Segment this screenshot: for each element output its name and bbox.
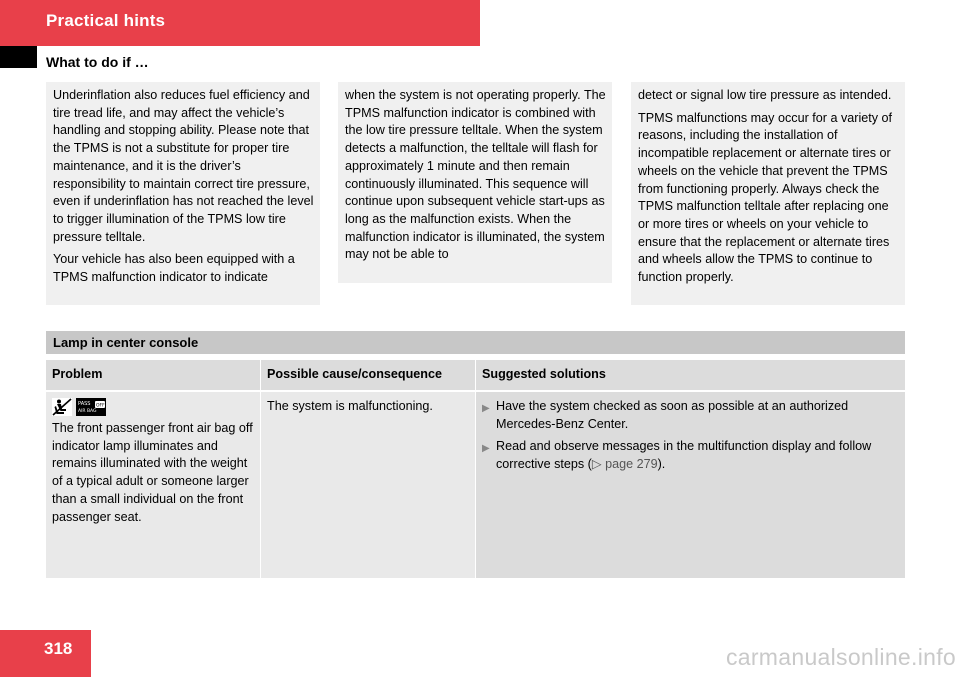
paragraph: TPMS malfunctions may occur for a variety of reasons, including the installation of incompatible replacement or alternate tires or wheels on the vehicle that prevent the TPMS from functioning properly. Always check the TPMS malfunction telltale after replacing one or more tires or wheels on your vehicle to ensure that the replacement or alternate tires and wheels allow the TPMS to continue to function properly. xyxy=(638,110,893,285)
text-column-2 xyxy=(338,82,612,283)
solutions-cell xyxy=(476,390,905,578)
indicator-icons xyxy=(52,398,254,416)
paragraph: Underinflation also reduces fuel efficiency and tire tread life, and may affect the vehicle’s handling and stopping ability. Please note that the TPMS is not a substitute for proper tire maintenance, and it is the driver’s responsibility to maintain correct tire pressure, even if underinflation has not reached the level to trigger illumination of the TPMS low tire pressure telltale. xyxy=(53,88,314,244)
solution-item xyxy=(482,438,899,473)
solution-text-end: ). xyxy=(657,457,666,472)
icon-label-off: OFF xyxy=(96,403,105,409)
cause-text: The system is malfunctioning. xyxy=(267,399,433,413)
paragraph: when the system is not operating properly. The TPMS malfunction indicator is combined with the low tire pressure telltale. When the system detects a malfunction, the telltale will flash for approximately 1 minute and then remain continuously illuminated. This sequence will continue upon subsequent vehicle start-ups as long as the malfunction exists. When the malfunction indicator is illuminated, the system may not be able to xyxy=(345,88,606,262)
icon-label-airbag: AIR BAG xyxy=(78,409,97,414)
black-tab xyxy=(0,46,37,68)
table-header-row xyxy=(46,360,905,390)
text-column-3 xyxy=(631,82,905,305)
problem-text: The front passenger front air bag off indicator lamp illuminates and remains illuminated with the weight of a typical adult or someone larger than a small individual on the front passenger seat. xyxy=(52,421,253,524)
solution-item xyxy=(482,398,899,433)
column-header-solutions: Suggested solutions xyxy=(476,360,905,390)
problem-cell xyxy=(46,390,261,578)
triangle-right-icon: ▶ xyxy=(482,403,490,414)
paragraph: detect or signal low tire pressure as intended. xyxy=(638,88,892,102)
pass-air-bag-off-icon xyxy=(76,398,106,416)
solution-text: Have the system checked as soon as possible at an authorized Mercedes-Benz Center. xyxy=(496,399,849,431)
page-reference-link[interactable]: ▷ page 279 xyxy=(591,457,658,472)
icon-label-pass: PASS xyxy=(78,401,91,407)
page-title: Practical hints xyxy=(46,11,166,30)
table-row xyxy=(46,390,905,578)
watermark: carmanualsonline.info xyxy=(725,644,956,670)
solution-text: Read and observe messages in the multifunction display and follow corrective steps ( xyxy=(496,439,872,472)
page-number: 318 xyxy=(44,639,73,658)
triangle-right-icon: ▶ xyxy=(482,443,490,455)
section-title: Lamp in center console xyxy=(53,335,199,350)
airbag-off-icon xyxy=(52,398,72,416)
section-header xyxy=(46,331,905,354)
page-number-box xyxy=(0,630,91,677)
text-column-1 xyxy=(46,82,320,305)
problem-table xyxy=(46,360,905,578)
subheading: What to do if … xyxy=(46,54,149,70)
paragraph: Your vehicle has also been equipped with a TPMS malfunction indicator to indicate xyxy=(53,252,295,285)
header-bar xyxy=(0,0,480,46)
cause-cell xyxy=(261,390,476,578)
column-header-cause: Possible cause/consequence xyxy=(261,360,476,390)
solution-text-wrapper xyxy=(496,438,899,473)
column-header-problem: Problem xyxy=(46,360,261,390)
